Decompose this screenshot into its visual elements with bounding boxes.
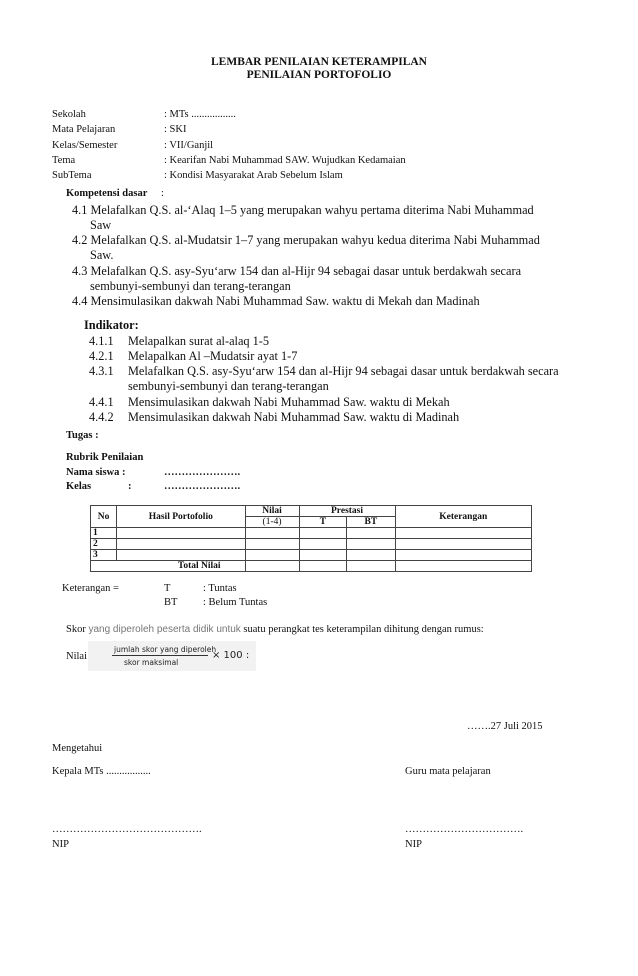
identity-label: Kelas/Semester	[52, 140, 118, 151]
col-prestasi: Prestasi	[299, 506, 395, 517]
col-keterangan: Keterangan	[395, 506, 532, 528]
skor-word: Skor	[66, 624, 86, 635]
identity-label: Tema	[52, 155, 76, 166]
legend-desc: : Belum Tuntas	[203, 597, 268, 608]
kompetensi-item: 4.1 Melafalkan Q.S. al-‘Alaq 1–5 yang merupakan wahyu pertama diterima Nabi Muhammad	[72, 203, 534, 217]
legend-desc: : Tuntas	[203, 583, 237, 594]
keterangan-label: Keterangan =	[62, 583, 119, 594]
indikator-text: Melafalkan Q.S. asy-Syu‘arw 154 dan al-Hijr 94 sebagai dasar untuk berdakwah secara	[128, 364, 559, 378]
kompetensi-item-cont: Saw.	[90, 248, 114, 262]
indikator-text: Melapalkan surat al-alaq 1-5	[128, 334, 270, 348]
indikator-num: 4.2.1	[89, 349, 114, 363]
identity-label: SubTema	[52, 170, 92, 181]
left-signature-line: …………………………………….	[52, 824, 202, 835]
nilai-label: Nilai	[66, 651, 87, 662]
indikator-text-cont: sembunyi-sembunyi dan terang-terangan	[128, 379, 329, 393]
kompetensi-item: 4.2 Melafalkan Q.S. al-Mudatsir 1–7 yang merupakan wahyu kedua diterima Nabi Muhammad	[72, 233, 540, 247]
indikator-num: 4.4.1	[89, 395, 114, 409]
col-nilai: Nilai	[245, 506, 299, 517]
rubrik-heading: Rubrik Penilaian	[66, 452, 144, 463]
page-title: LEMBAR PENILAIAN KETERAMPILAN	[211, 56, 427, 68]
date-text: …….27 Juli 2015	[467, 721, 543, 732]
kompetensi-item: 4.3 Melafalkan Q.S. asy-Syu‘arw 154 dan al-Hijr 94 sebagai dasar untuk berdakwah secara	[72, 264, 522, 278]
col-hasil-portofolio: Hasil Portofolio	[117, 506, 246, 528]
indikator-text: Melapalkan Al –Mudatsir ayat 1-7	[128, 349, 298, 363]
identity-value: : VII/Ganjil	[164, 140, 214, 151]
kelas-value: ………………….	[164, 481, 241, 492]
right-signature-line: …………………………….	[405, 824, 524, 835]
formula-numerator: jumlah skor yang diperoleh	[114, 645, 217, 654]
identity-value: : Kondisi Masyarakat Arab Sebelum Islam	[164, 170, 343, 181]
identity-label: Mata Pelajaran	[52, 124, 116, 135]
fraction-line	[112, 655, 208, 656]
identity-value: : SKI	[164, 124, 187, 135]
kompetensi-item-cont: Saw	[90, 218, 112, 232]
col-t: T	[299, 517, 347, 528]
kompetensi-item: 4.4 Mensimulasikan dakwah Nabi Muhammad Saw. waktu di Mekah dan Madinah	[72, 294, 480, 308]
right-nip-label: NIP	[405, 839, 422, 850]
guru-label: Guru mata pelajaran	[405, 766, 491, 777]
total-nilai-label: Total Nilai	[91, 561, 246, 572]
kelas-colon: :	[128, 481, 132, 492]
skor-sentence	[66, 624, 484, 635]
table-total-row	[91, 561, 532, 572]
page-subtitle: PENILAIAN PORTOFOLIO	[246, 69, 392, 81]
nama-siswa-label: Nama siswa :	[66, 467, 126, 478]
rubrik-table	[90, 505, 532, 572]
formula-image	[88, 641, 256, 671]
indikator-num: 4.4.2	[89, 410, 114, 424]
indikator-num: 4.3.1	[89, 364, 114, 378]
skor-gray-text: yang diperoleh peserta didik untuk	[88, 624, 241, 635]
kelas-label: Kelas	[66, 481, 92, 492]
row-number: 2	[91, 539, 117, 550]
kompetensi-heading: Kompetensi dasar	[66, 188, 148, 199]
table-row	[91, 528, 532, 539]
left-nip-label: NIP	[52, 839, 69, 850]
indikator-heading: Indikator:	[84, 318, 139, 332]
table-row	[91, 550, 532, 561]
col-bt: BT	[347, 517, 395, 528]
legend-code: BT	[164, 597, 178, 608]
indikator-num: 4.1.1	[89, 334, 114, 348]
col-no: No	[91, 506, 117, 528]
legend-code: T	[164, 583, 171, 594]
skor-rest-text: suatu perangkat tes keterampilan dihitung dengan rumus:	[243, 624, 484, 635]
indikator-text: Mensimulasikan dakwah Nabi Muhammad Saw. waktu di Madinah	[128, 410, 460, 424]
identity-value: : Kearifan Nabi Muhammad SAW. Wujudkan Kedamaian	[164, 155, 406, 166]
table-header-row	[91, 506, 532, 517]
kepala-mts-label: Kepala MTs .................	[52, 766, 151, 777]
row-number: 3	[91, 550, 117, 561]
formula-multiplier: × 100 :	[212, 650, 250, 661]
indikator-text: Mensimulasikan dakwah Nabi Muhammad Saw. waktu di Mekah	[128, 395, 450, 409]
nama-siswa-value: ………………….	[164, 467, 241, 478]
kompetensi-colon: :	[161, 188, 164, 199]
identity-label: Sekolah	[52, 109, 86, 120]
identity-value: : MTs .................	[164, 109, 236, 120]
kompetensi-item-cont: sembunyi-sembunyi dan terang-terangan	[90, 279, 291, 293]
formula-denominator: skor maksimal	[124, 658, 179, 667]
row-number: 1	[91, 528, 117, 539]
mengetahui-text: Mengetahui	[52, 743, 103, 754]
tugas-label: Tugas :	[66, 430, 99, 441]
table-row	[91, 539, 532, 550]
col-nilai-range: (1-4)	[245, 517, 299, 528]
